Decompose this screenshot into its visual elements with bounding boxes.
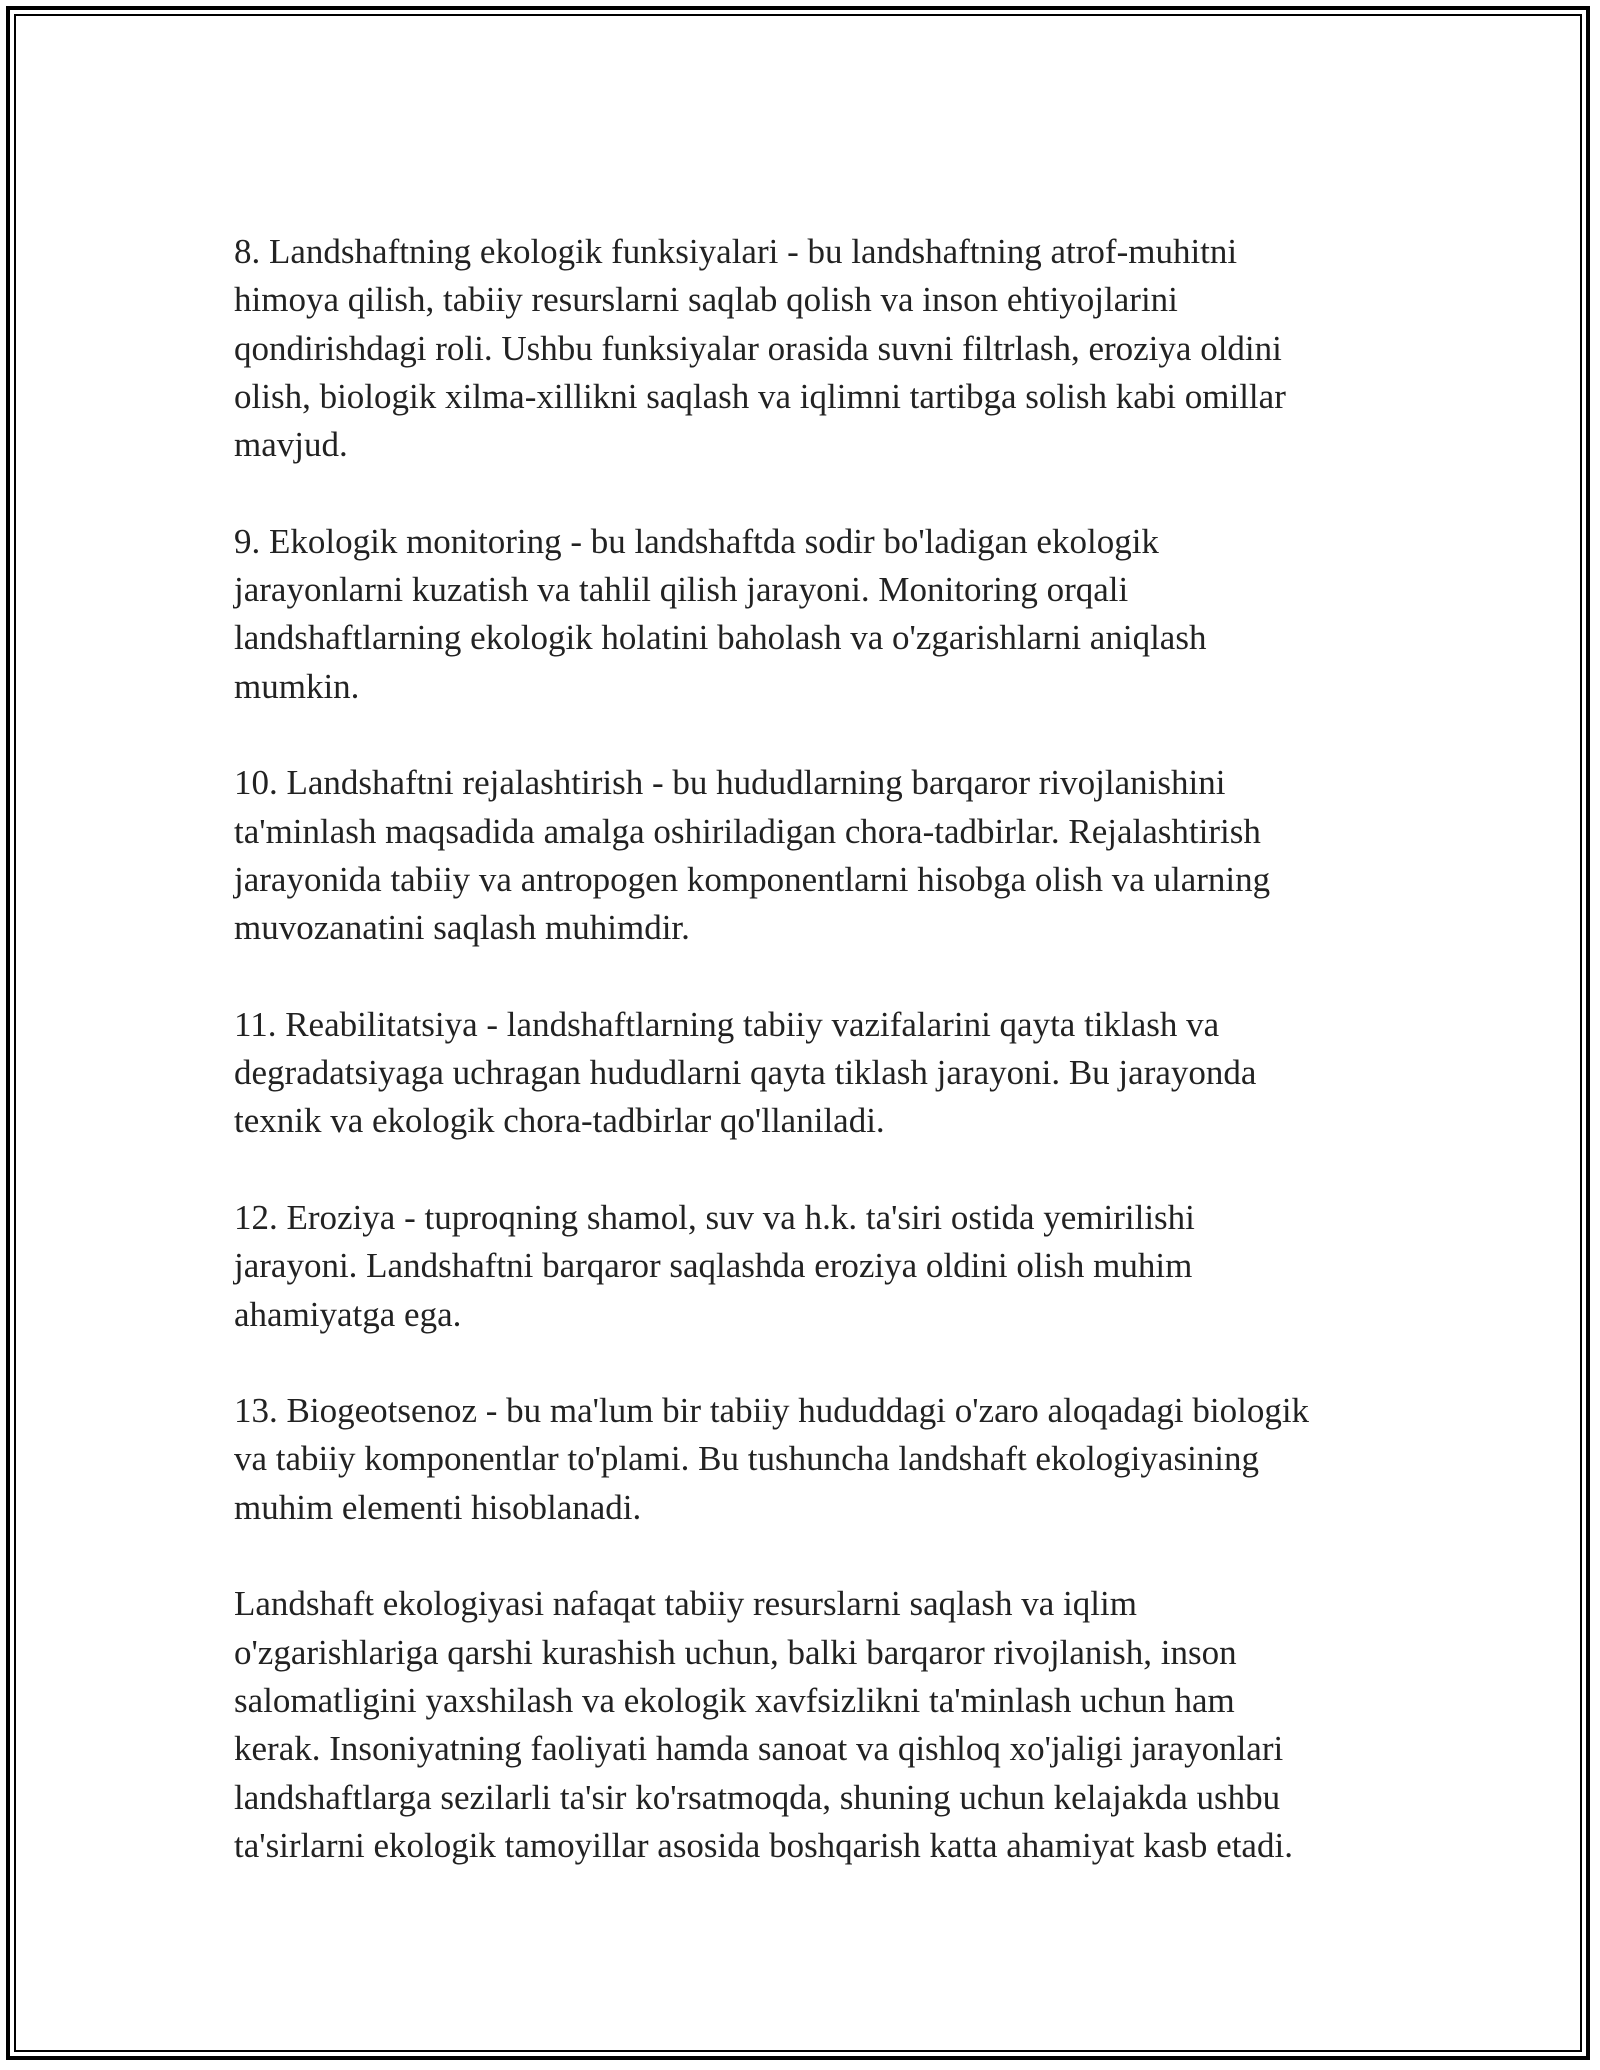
document-body [234, 228, 1384, 1918]
paragraph-item-11: 11. Reabilitatsiya - landshaftlarning tabiiy vazifalarini qayta tiklash va degradatsiyaga uchragan hududlarni qayta tiklash jarayoni. Bu jarayonda texnik va ekologik chora-tadbirlar qo'llaniladi. [234, 1004, 1257, 1141]
paragraph-item-9: 9. Ekologik monitoring - bu landshaftda sodir bo'ladigan ekologik jarayonlarni kuzatish va tahlil qilish jarayoni. Monitoring orqali landshaftlarning ekologik holatini baholash va o'zgarishlarni aniqlash mumkin. [234, 521, 1207, 706]
paragraph-item-10: 10. Landshaftni rejalashtirish - bu hududlarning barqaror rivojlanishini ta'minlash maqsadida amalga oshiriladigan chora-tadbirlar. Rejalashtirish jarayonida tabiiy va antropogen komponentlarni hisobga olish va ularning muvozanatini saqlash muhimdir. [234, 763, 1271, 948]
paragraph-item-12: 12. Eroziya - tuproqning shamol, suv va h.k. ta'siri ostida yemirilishi jarayoni. Landshaftni barqaror saqlashda eroziya oldini olish muhim ahamiyatga ega. [234, 1197, 1195, 1334]
paragraph-item-8: 8. Landshaftning ekologik funksiyalari - bu landshaftning atrof-muhitni himoya qilish, tabiiy resurslarni saqlab qolish va inson ehtiyojlarini qondirishdagi roli. Ushbu funksiyalar orasida suvni filtrlash, eroziya oldini olish, biologik xilma-xillikni saqlash va iqlimni tartibga solish kabi omillar mavjud. [234, 232, 1286, 465]
paragraph-item-13: 13. Biogeotsenoz - bu ma'lum bir tabiiy hududdagi o'zaro aloqadagi biologik va tabiiy komponentlar to'plami. Bu tushuncha landshaft ekologiyasining muhim elementi hisoblanadi. [234, 1391, 1310, 1527]
conclusion-paragraph: Landshaft ekologiyasi nafaqat tabiiy resurslarni saqlash va iqlim o'zgarishlariga qarshi kurashish uchun, balki barqaror rivojlanish, inson salomatligini yaxshilash va ekologik xavfsizlikni ta'minlash uchun ham kerak. Insoniyatning faoliyati hamda sanoat va qishloq xo'jaligi jarayonlari landshaftlarga sezilarli ta'sir ko'rsatmoqda, shuning uchun kelajakda ushbu ta'sirlarni ekologik tamoyillar asosida boshqarish katta ahamiyat kasb etadi. [234, 1584, 1293, 1865]
